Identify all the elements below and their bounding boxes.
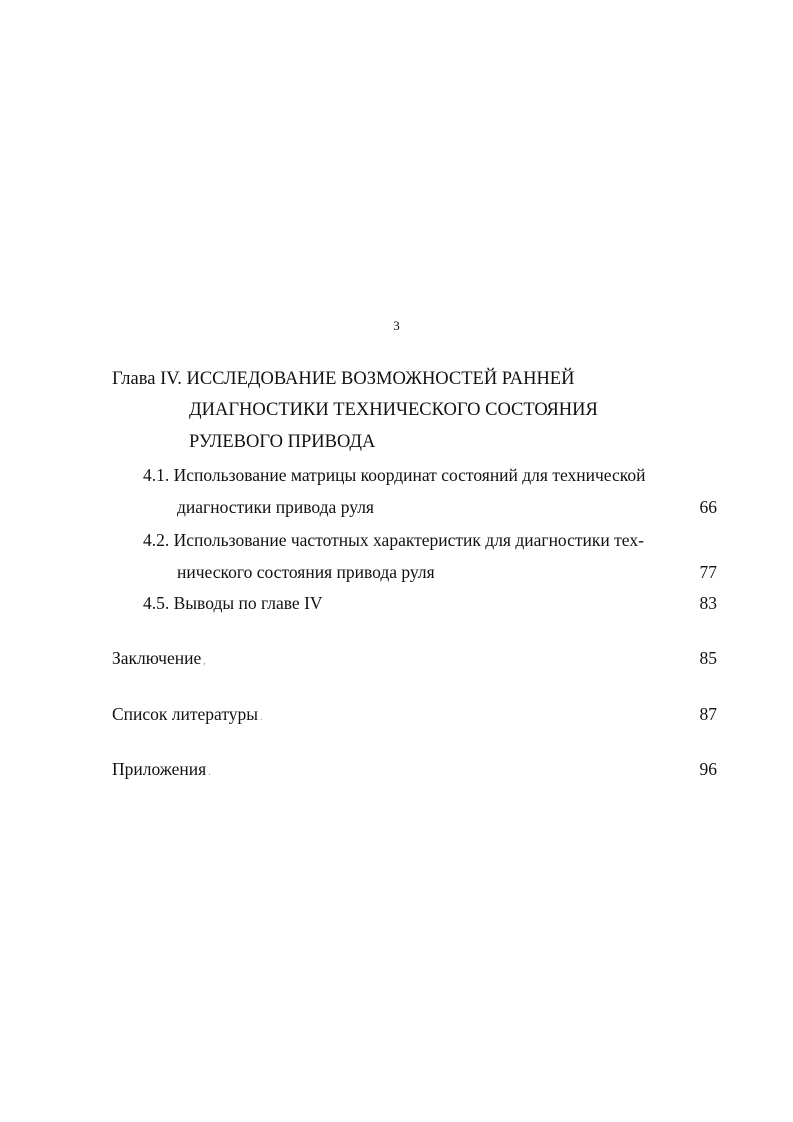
- toc-entry-appendices-page: 96: [699, 759, 717, 779]
- toc-entry-4-2-line-2: нического состояния привода руля: [177, 562, 435, 582]
- toc-entry-conclusion: [112, 647, 206, 673]
- toc-entry-appendices-mark: .: [208, 767, 211, 778]
- toc-entry-references-mark: .: [260, 712, 263, 723]
- toc-entry-appendices-title: Приложения: [112, 759, 207, 779]
- toc-entry-conclusion-page: 85: [699, 648, 717, 668]
- toc-entry-4-2-line-1: 4.2. Использование частотных характеристик для диагностики тех-: [143, 530, 644, 550]
- toc-entry-conclusion-title: Заключение: [112, 648, 202, 668]
- toc-entry-4-2-page: 77: [699, 562, 717, 582]
- toc-entry-conclusion-mark: ,: [203, 656, 206, 667]
- toc-entry-4-1-page: 66: [699, 497, 717, 517]
- toc-entry-4-5: 4.5. Выводы по главе IV: [143, 593, 323, 613]
- toc-entry-references: [112, 703, 263, 729]
- toc-entry-appendices: [112, 758, 211, 784]
- page-number: 3: [393, 318, 400, 333]
- toc-entry-4-5-page: 83: [699, 593, 717, 613]
- toc-entry-4-1-line-1: 4.1. Использование матрицы координат состояний для технической: [143, 465, 646, 485]
- toc-entry-4-1-line-2: диагностики привода руля: [177, 497, 374, 517]
- toc-entry-references-title: Список литературы: [112, 704, 259, 724]
- chapter-heading-line-2: ДИАГНОСТИКИ ТЕХНИЧЕСКОГО СОСТОЯНИЯ: [189, 400, 598, 420]
- chapter-heading-line-1: Глава IV. ИССЛЕДОВАНИЕ ВОЗМОЖНОСТЕЙ РАННЕЙ: [112, 369, 575, 389]
- toc-entry-references-page: 87: [699, 704, 717, 724]
- chapter-heading-line-3: РУЛЕВОГО ПРИВОДА: [189, 432, 376, 452]
